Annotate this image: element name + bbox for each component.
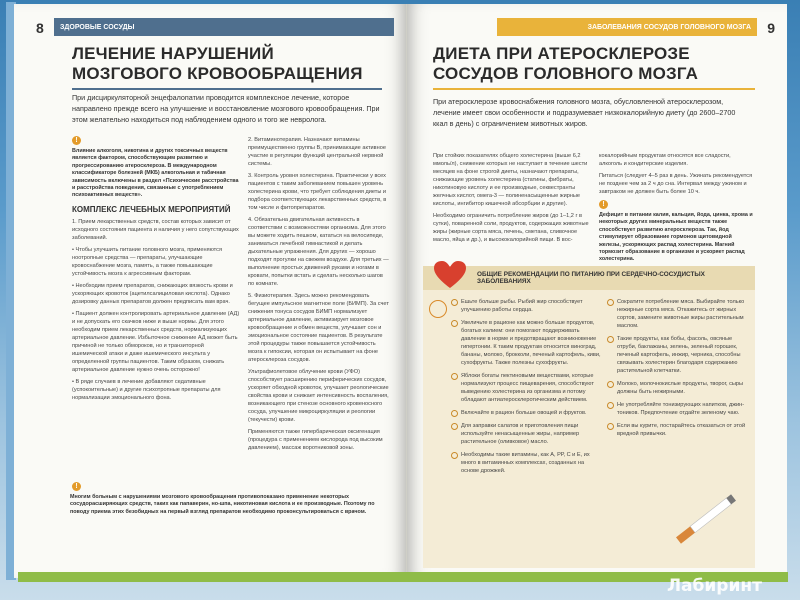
warning-icon: ! (599, 200, 608, 209)
list-item: • Чтобы улучшить питание головного мозга, применяются ноотропные средства — препараты, улучшающие кровоснабжение мозга, память, а также повышающие устойчивость мозга к агрессивным факторам. (72, 247, 222, 277)
list-item: Ешьте больше рыбы. Рыбий жир способствует улучшению работы сердца. (451, 298, 601, 314)
heart-icon (433, 260, 467, 290)
list-item: Увеличьте в рационе как можно больше продуктов, богатых калием: они помогают поддерживать давление в норме и предотвращают возникновение гипертонии. К таким продуктам относится виноград, бананы, молоко, брокколи, печеный картофель, киви, сухофрукты. Также полезны сухофрукты. (451, 319, 601, 367)
left-column (72, 202, 240, 406)
cigarette-icon (674, 492, 738, 546)
list-item: Включайте в рацион больше овощей и фруктов. (451, 409, 601, 417)
open-book (6, 2, 798, 582)
list-item: Яблоки богаты пектиновыми веществами, которые нормализуют процесс пищеварения, способствуют выведению холестерина из организма и потому обладают антиатеросклеротическим действием. (451, 372, 601, 404)
recommendations-title: ОБЩИЕ РЕКОМЕНДАЦИИ ПО ПИТАНИЮ ПРИ СЕРДЕЧНО-СОСУДИСТЫХ ЗАБОЛЕВАНИЯХ (423, 266, 755, 290)
paragraph: 3. Контроль уровня холестерина. Практически у всех пациентов с таким заболеванием повышен уровень холестерина крови, что требует соблюдения диеты и подбора соответствующих лекарственных средств, в том числе и фитопрепаратов. (248, 173, 387, 211)
paragraph: кокалорийным продуктам относятся все сладости, алкоголь и кондитерские изделия. (599, 153, 731, 167)
recommendations-left-list (451, 298, 601, 480)
page-number: 8 (36, 20, 44, 36)
note-box: Дефицит в питании калия, кальция, йода, цинка, хрома и некоторых других минеральных веществ также способствует развитию атеросклероза. Так, йод стимулирует образование гормонов щитовидной железы, ускоряющих распад холестерина. Магний тормозит образование в организме и ускоряет распад холестерина. (599, 212, 753, 263)
page-number: 9 (767, 20, 775, 36)
title-rule (72, 88, 382, 90)
list-item: Такие продукты, как бобы, фасоль, овсяные отруби, баклажаны, зелень, зеленый горошек, печеный картофель, инжир, черника, способны связывать холестерин благодаря содержанию растительной клетчатки. (607, 335, 747, 375)
recommendations-box (423, 266, 755, 568)
left-page (14, 4, 407, 578)
section-title: КОМПЛЕКС ЛЕЧЕБНЫХ МЕРОПРИЯТИЙ (72, 205, 231, 214)
paragraph: При стойких показателях общего холестерина (выше 6,2 ммоль/л), снижение которых не наступает в течение шести месяцев на фоне строгой диеты, назначают препараты, снижающие уровень холестерина (статины, фибраты, никотиновую кислоту и ее производные, секвестранты желчных кислот, омега-3 — полиненасыщенные жирные кислоты, ингибитор кишечной абсорбции и другие). (433, 153, 588, 207)
intro-paragraph: При дисциркуляторной энцефалопатии проводится комплексное лечение, которое направлено прежде всего на улучшение и восстановление мозгового кровообращения. При этом желательно находиться под наблюдением одного и того же невролога. (72, 93, 380, 124)
running-header: ЗДОРОВЫЕ СОСУДЫ (54, 18, 394, 36)
note-box: Влияние алкоголя, никотина и других токсичных веществ является фактором, способствующим развитию и прогрессированию атеросклероза. В международном классификаторе болезней (МКБ) алкогольная и табачная зависимость включены в раздел «Психические расстройства и расстройства поведения, связанные с употреблением психоактивных веществ». (72, 148, 239, 199)
page-title: ДИЕТА ПРИ АТЕРОСКЛЕРОЗЕ СОСУДОВ ГОЛОВНОГО МОЗГА (433, 44, 699, 83)
list-item: Сократите потребление мяса. Выбирайте только нежирные сорта мяса. Откажитесь от жирных сортов, замените животные жиры растительным маслом. (607, 298, 747, 330)
paragraph: 5. Физиотерапия. Здесь можно рекомендовать бегущее импульсное магнитное поле (БИМП). За счет снижения тонуса сосудов БИМП нормализует артериальное давление, активизирует мозговое кровообращение и обмен веществ, улучшает сон и эмоциональное состояние пациентов. В результате этой процедуры также повышается устойчивость мозга к гипоксии, которая он испытывает на фоне атеросклероза сосудов. (248, 293, 389, 363)
list-item: • Необходим прием препаратов, снижающих вязкость крови и ускоряющих кровоток (ацетилсалициловая кислота). Однако дозировку данных препаратов должен предписать вам врач. (72, 283, 233, 305)
paragraph: Ультрафиолетовое облучение крови (УФО) способствует расширению периферических сосудов, ускоряет обходной кровоток, улучшает реологические свойства крови и снижает интенсивность воспаления, возникающего при стенозе основного кровеносного сосуда, улучшение микроциркуляции и реологии (текучести) крови. (248, 369, 389, 423)
list-item: Молоко, молочнокислые продукты, творог, сыры должны быть нежирными. (607, 380, 747, 396)
title-rule (433, 88, 755, 90)
intro-paragraph: При атеросклерозе кровоснабжения головного мозга, обусловленной атеросклерозом, лечение имеет свои особенности и подразумевает низкокалорийную диету (до 2600–2700 ккал в день) с ограничением животных жиров. (433, 97, 736, 128)
list-item: Не употребляйте тонизирующих напитков, джин-тоников. Предпочтение отдайте зеленому чаю. (607, 401, 747, 417)
list-item: • В ряде случаев в лечение добавляют седативные (успокоительные) и другие психотропные препараты для нормализации эмоционального фона. (72, 379, 221, 401)
smile-icon (429, 300, 447, 318)
right-column (599, 152, 755, 200)
running-header: ЗАБОЛЕВАНИЯ СОСУДОВ ГОЛОВНОГО МОЗГА (497, 18, 757, 36)
warning-icon: ! (72, 136, 81, 145)
list-item: Если вы курите, постарайтесь отказаться от этой вредной привычки. (607, 422, 747, 438)
paragraph: 2. Витаминотерапия. Назначают витамины преимущественно группы В, принимающие активное участие в регуляции функций центральной нервной системы. (248, 137, 386, 167)
bottom-note: Многим больным с нарушениями мозгового кровообращения противопоказано применение некоторых сосудорасширяющих средств, таких как папаверин, но-шпа, никотиновая кислота и ее производные. Поэтому по поводу приема этих безобидных на первый взгляд препаратов необходимо проконсультироваться с врачом. (70, 494, 375, 515)
paragraph: Питаться (следует 4–5 раз в день. Ужинать рекомендуется не позднее чем за 2 ч до сна. Интервал между ужином и завтраком не должен быть более 10 ч. (599, 173, 753, 195)
warning-icon: ! (72, 482, 81, 491)
watermark-logo: Лабиринт (666, 576, 762, 596)
list-item: Необходимы такие витамины, как А, РР, С и Е, их много в витаминных комплексах, созданных на основе дрожжей. (451, 451, 601, 475)
list-item: • Пациент должен контролировать артериальное давление (АД) и не допускать его скачков ниже и выше нормы. Для этого необходим прием лекарственных средств, нормализующих артериальное давление. Избыточное снижение АД может быть причиной не только обмороков, но и транзиторной ишемической атаки и даже ишемического инсульта у определенной группы пациентов. Таким образом, снижать артериальное давление нужно очень осторожно! (72, 311, 240, 373)
recommendations-right-list (607, 298, 747, 443)
list-item: 1. Прием лекарственных средств, состав которых зависит от исходного состояния пациента и наличия у него сопутствующих заболеваний. (72, 219, 239, 241)
paragraph: Необходимо ограничить потребление жиров (до 1–1,2 г в сутки), поваренной соли, продуктов, содержащих животные жиры (жирные сорта мяса, печень, сметана, сливочное масло, яйца и др.), и высококалорийной пищи. В вос- (433, 213, 589, 243)
right-page (407, 4, 787, 578)
paragraph: Применяются также гипербарическая оксигенация (процедура с применением кислорода под высоким давлением), массаж воротниковой зоны. (248, 429, 383, 451)
list-item: Для заправки салатов и приготовления пищи используйте ненасыщенные жиры, например растительное (оливковое) масло. (451, 422, 601, 446)
page-title: ЛЕЧЕНИЕ НАРУШЕНИЙ МОЗГОВОГО КРОВООБРАЩЕНИЯ (72, 44, 363, 83)
right-column (248, 136, 390, 456)
paragraph: 4. Обязательна двигательная активность в соответствии с возможностями организма. Для этого вы можете ходить пешком, кататься на велосипеде, заниматься лечебной гимнастикой и делать дыхательные упражнения. Для других — хорошо подходят прогулки на свежем воздухе. Для третьих — выполнение простых движений руками и ногами в кровати, попытки встать и сделать несколько шагов по комнате. (248, 217, 389, 287)
left-column (433, 152, 591, 248)
